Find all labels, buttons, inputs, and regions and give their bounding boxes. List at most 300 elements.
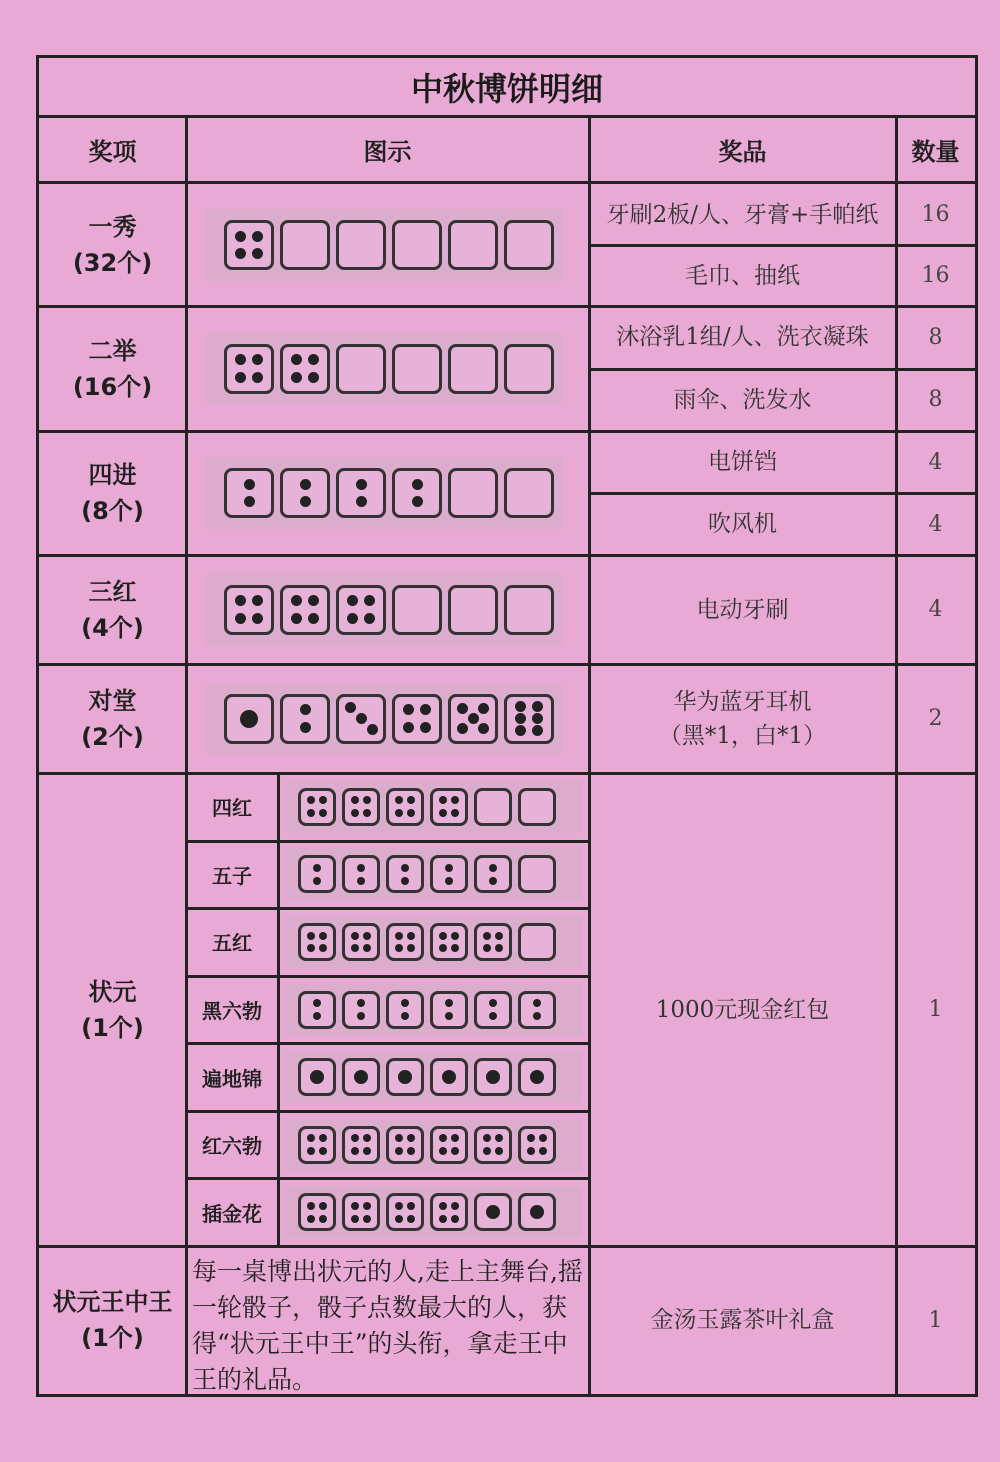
category-name: 二举 bbox=[88, 336, 137, 365]
prize-cell: 金汤玉露茶叶礼盒 bbox=[650, 1307, 835, 1333]
dice-diagram bbox=[206, 209, 562, 281]
dice-pip bbox=[468, 713, 479, 724]
dice-pip bbox=[439, 944, 447, 952]
divider bbox=[186, 840, 589, 843]
sub2-die-6 bbox=[518, 855, 556, 893]
sub4-die-1 bbox=[298, 991, 336, 1029]
dice-pip bbox=[351, 932, 359, 940]
dice-diagram bbox=[206, 457, 562, 529]
dice-pip bbox=[407, 944, 415, 952]
quantity-cell: 8 bbox=[928, 324, 943, 350]
sub1-die-6 bbox=[518, 788, 556, 826]
dice-pip bbox=[439, 932, 447, 940]
quantity-cell: 4 bbox=[928, 511, 943, 537]
dice-diagram bbox=[206, 683, 562, 755]
dice-pip bbox=[439, 1215, 447, 1223]
dice-diagram bbox=[206, 574, 562, 646]
dice-pip bbox=[307, 1147, 315, 1155]
dice-pip bbox=[235, 613, 246, 624]
sub1-die-3 bbox=[386, 788, 424, 826]
dice-pip bbox=[319, 1134, 327, 1142]
row5-die-6 bbox=[504, 694, 554, 744]
row3-die-2 bbox=[280, 468, 330, 518]
dice-pip bbox=[357, 1012, 365, 1020]
category-cell bbox=[39, 555, 186, 664]
dice-pip bbox=[401, 864, 409, 872]
dice-pip bbox=[401, 1012, 409, 1020]
row2-die-4 bbox=[392, 344, 442, 394]
dice-pip bbox=[515, 713, 526, 724]
dice-pip bbox=[235, 231, 246, 242]
dice-pip bbox=[354, 1070, 368, 1084]
dice-pip bbox=[307, 809, 315, 817]
sub4-die-3 bbox=[386, 991, 424, 1029]
dice-pip bbox=[307, 1215, 315, 1223]
dice-pip bbox=[483, 1147, 491, 1155]
dice-pip bbox=[351, 809, 359, 817]
dice-pip bbox=[300, 496, 311, 507]
dice-pip bbox=[235, 354, 246, 365]
sub7-die-3 bbox=[386, 1193, 424, 1231]
dice-pip bbox=[407, 1215, 415, 1223]
dice-diagram bbox=[284, 848, 582, 900]
dice-pip bbox=[351, 1134, 359, 1142]
dice-pip bbox=[451, 809, 459, 817]
sub6-die-2 bbox=[342, 1126, 380, 1164]
sub-category-cell: 红六勃 bbox=[202, 1134, 262, 1159]
prize-cell bbox=[589, 555, 896, 664]
quantity-cell: 1 bbox=[928, 1307, 943, 1333]
dice-pip bbox=[319, 1202, 327, 1210]
dice-pip bbox=[307, 1202, 315, 1210]
dice-pip bbox=[495, 944, 503, 952]
dice-pip bbox=[530, 1070, 544, 1084]
dice-pip bbox=[489, 864, 497, 872]
dice-pip bbox=[439, 796, 447, 804]
divider bbox=[185, 118, 188, 1394]
prize-table bbox=[36, 55, 978, 1397]
prize-text: 华为蓝牙耳机 bbox=[673, 688, 812, 715]
dice-pip bbox=[313, 864, 321, 872]
sub3-die-6 bbox=[518, 923, 556, 961]
sub6-die-4 bbox=[430, 1126, 468, 1164]
dice-pip bbox=[539, 1134, 547, 1142]
dice-pip bbox=[235, 372, 246, 383]
category-cell bbox=[39, 1246, 186, 1394]
prize-cell bbox=[589, 184, 896, 245]
quantity-cell: 16 bbox=[921, 263, 950, 288]
dice-pip bbox=[533, 1012, 541, 1020]
prize-text: 吹风机 bbox=[708, 511, 777, 537]
table-title: 中秋博饼明细 bbox=[39, 58, 975, 118]
quantity-cell: 2 bbox=[928, 706, 943, 731]
dice-pip bbox=[420, 704, 431, 715]
row5-die-2 bbox=[280, 694, 330, 744]
sub2-die-3 bbox=[386, 855, 424, 893]
dice-pip bbox=[407, 1147, 415, 1155]
dice-pip bbox=[412, 496, 423, 507]
dice-pip bbox=[357, 999, 365, 1007]
dice-pip bbox=[395, 1202, 403, 1210]
prize-cell bbox=[589, 664, 896, 773]
dice-pip bbox=[515, 701, 526, 712]
category-cell bbox=[39, 664, 186, 773]
row4-die-1 bbox=[224, 585, 274, 635]
dice-pip bbox=[395, 1134, 403, 1142]
dice-pip bbox=[445, 1012, 453, 1020]
dice-pip bbox=[407, 932, 415, 940]
sub6-die-5 bbox=[474, 1126, 512, 1164]
sub5-die-4 bbox=[430, 1058, 468, 1096]
dice-pip bbox=[489, 877, 497, 885]
dice-pip bbox=[310, 1070, 324, 1084]
category-cell bbox=[39, 431, 186, 555]
row3-die-3 bbox=[336, 468, 386, 518]
dice-pip bbox=[533, 999, 541, 1007]
dice-pip bbox=[363, 796, 371, 804]
dice-pip bbox=[363, 944, 371, 952]
dice-pip bbox=[364, 595, 375, 606]
header-prize: 奖品 bbox=[718, 138, 767, 166]
dice-pip bbox=[319, 809, 327, 817]
sub3-die-5 bbox=[474, 923, 512, 961]
sub3-die-3 bbox=[386, 923, 424, 961]
dice-pip bbox=[515, 725, 526, 736]
dice-pip bbox=[291, 354, 302, 365]
row3-die-1 bbox=[224, 468, 274, 518]
prize-cell bbox=[589, 306, 896, 369]
dice-pip bbox=[319, 944, 327, 952]
dice-pip bbox=[307, 944, 315, 952]
category-cell bbox=[39, 306, 186, 431]
dice-pip bbox=[308, 354, 319, 365]
row4-die-3 bbox=[336, 585, 386, 635]
category-count: (1个) bbox=[81, 1324, 144, 1352]
dice-pip bbox=[308, 372, 319, 383]
category-name: 三红 bbox=[88, 577, 137, 606]
dice-pip bbox=[478, 703, 489, 714]
category-cell bbox=[39, 773, 186, 1246]
dice-pip bbox=[252, 372, 263, 383]
dice-pip bbox=[307, 796, 315, 804]
dice-pip bbox=[439, 1202, 447, 1210]
dice-pip bbox=[363, 1147, 371, 1155]
dice-pip bbox=[367, 724, 378, 735]
dice-pip bbox=[451, 1215, 459, 1223]
dice-pip bbox=[395, 809, 403, 817]
row5-die-1 bbox=[224, 694, 274, 744]
sub-category-cell: 黑六勃 bbox=[202, 998, 262, 1023]
dice-pip bbox=[495, 1147, 503, 1155]
sub1-die-2 bbox=[342, 788, 380, 826]
dice-pip bbox=[308, 613, 319, 624]
dice-pip bbox=[398, 1070, 412, 1084]
category-count: (1个) bbox=[81, 1013, 144, 1042]
dice-pip bbox=[351, 1202, 359, 1210]
dice-pip bbox=[495, 1134, 503, 1142]
prize-text: （黑*1，白*1） bbox=[658, 722, 827, 749]
dice-pip bbox=[363, 1202, 371, 1210]
divider bbox=[186, 1042, 589, 1045]
row1-die-6 bbox=[504, 220, 554, 270]
rule-description: 每一桌博出状元的人,走上主舞台,摇一轮骰子，骰子点数最大的人，获得“状元王中王”的头衔，拿走王中王的礼品。 bbox=[192, 1257, 583, 1394]
dice-pip bbox=[319, 932, 327, 940]
dice-pip bbox=[351, 796, 359, 804]
dice-pip bbox=[489, 999, 497, 1007]
row2-die-5 bbox=[448, 344, 498, 394]
dice-pip bbox=[451, 1202, 459, 1210]
divider bbox=[589, 368, 975, 371]
header-quantity: 数量 bbox=[911, 138, 960, 166]
sub7-die-6 bbox=[518, 1193, 556, 1231]
dice-pip bbox=[291, 372, 302, 383]
dice-diagram bbox=[284, 1186, 582, 1238]
category-count: (4个) bbox=[81, 613, 144, 642]
category-count: (2个) bbox=[81, 722, 144, 751]
quantity-cell: 8 bbox=[928, 387, 943, 413]
dice-pip bbox=[442, 1070, 456, 1084]
category-name: 四进 bbox=[88, 461, 137, 489]
divider bbox=[186, 907, 589, 910]
dice-pip bbox=[457, 703, 468, 714]
sub-category-cell: 四红 bbox=[212, 796, 252, 821]
row3-die-4 bbox=[392, 468, 442, 518]
sub7-die-1 bbox=[298, 1193, 336, 1231]
dice-pip bbox=[395, 944, 403, 952]
dice-diagram bbox=[206, 333, 562, 405]
dice-pip bbox=[486, 1070, 500, 1084]
dice-pip bbox=[300, 722, 311, 733]
dice-pip bbox=[539, 1147, 547, 1155]
category-name: 状元 bbox=[88, 977, 137, 1006]
row5-die-5 bbox=[448, 694, 498, 744]
sub5-die-2 bbox=[342, 1058, 380, 1096]
dice-pip bbox=[527, 1134, 535, 1142]
prize-cell bbox=[589, 369, 896, 432]
divider bbox=[186, 1177, 589, 1180]
sub1-die-5 bbox=[474, 788, 512, 826]
sub2-die-5 bbox=[474, 855, 512, 893]
sub5-die-5 bbox=[474, 1058, 512, 1096]
dice-pip bbox=[351, 1147, 359, 1155]
row4-die-5 bbox=[448, 585, 498, 635]
row1-die-3 bbox=[336, 220, 386, 270]
row2-die-6 bbox=[504, 344, 554, 394]
dice-pip bbox=[395, 932, 403, 940]
row5-die-4 bbox=[392, 694, 442, 744]
dice-pip bbox=[300, 479, 311, 490]
dice-pip bbox=[351, 1215, 359, 1223]
dice-pip bbox=[319, 1147, 327, 1155]
dice-pip bbox=[407, 796, 415, 804]
divider bbox=[588, 118, 591, 1394]
dice-pip bbox=[319, 796, 327, 804]
dice-pip bbox=[445, 999, 453, 1007]
dice-pip bbox=[252, 231, 263, 242]
dice-pip bbox=[291, 613, 302, 624]
dice-pip bbox=[313, 999, 321, 1007]
sub-category-cell: 插金花 bbox=[202, 1201, 262, 1226]
dice-diagram bbox=[284, 781, 582, 833]
dice-pip bbox=[351, 944, 359, 952]
sub5-die-6 bbox=[518, 1058, 556, 1096]
dice-diagram bbox=[284, 1119, 582, 1171]
dice-pip bbox=[445, 864, 453, 872]
dice-pip bbox=[356, 713, 367, 724]
sub2-die-4 bbox=[430, 855, 468, 893]
dice-pip bbox=[532, 701, 543, 712]
category-name: 一秀 bbox=[88, 213, 137, 241]
dice-pip bbox=[478, 723, 489, 734]
dice-pip bbox=[252, 595, 263, 606]
dice-pip bbox=[483, 1134, 491, 1142]
divider bbox=[186, 975, 589, 978]
category-cell bbox=[39, 184, 186, 306]
dice-pip bbox=[412, 479, 423, 490]
dice-pip bbox=[363, 1215, 371, 1223]
dice-pip bbox=[347, 595, 358, 606]
dice-pip bbox=[347, 613, 358, 624]
dice-pip bbox=[244, 479, 255, 490]
dice-pip bbox=[407, 1134, 415, 1142]
dice-pip bbox=[483, 932, 491, 940]
dice-pip bbox=[395, 1215, 403, 1223]
dice-pip bbox=[451, 1147, 459, 1155]
row4-die-2 bbox=[280, 585, 330, 635]
sub5-die-3 bbox=[386, 1058, 424, 1096]
sub4-die-4 bbox=[430, 991, 468, 1029]
dice-pip bbox=[530, 1205, 544, 1219]
dice-pip bbox=[252, 354, 263, 365]
divider bbox=[186, 1110, 589, 1113]
dice-pip bbox=[252, 248, 263, 259]
sub5-die-1 bbox=[298, 1058, 336, 1096]
row4-die-6 bbox=[504, 585, 554, 635]
sub6-die-3 bbox=[386, 1126, 424, 1164]
dice-pip bbox=[291, 595, 302, 606]
dice-pip bbox=[489, 1012, 497, 1020]
dice-pip bbox=[451, 944, 459, 952]
divider bbox=[277, 773, 280, 1246]
dice-pip bbox=[486, 1205, 500, 1219]
dice-diagram bbox=[284, 1051, 582, 1103]
sub-category-cell: 五红 bbox=[212, 931, 252, 956]
sub4-die-6 bbox=[518, 991, 556, 1029]
divider bbox=[589, 492, 975, 495]
dice-pip bbox=[235, 248, 246, 259]
prize-cell: 1000元现金红包 bbox=[655, 996, 830, 1023]
dice-pip bbox=[403, 722, 414, 733]
dice-pip bbox=[240, 710, 258, 728]
category-name: 状元王中王 bbox=[52, 1288, 173, 1316]
header-prize-category: 奖项 bbox=[88, 138, 137, 166]
dice-pip bbox=[300, 704, 311, 715]
dice-pip bbox=[235, 595, 246, 606]
dice-pip bbox=[451, 932, 459, 940]
row2-die-2 bbox=[280, 344, 330, 394]
dice-pip bbox=[356, 479, 367, 490]
row4-die-4 bbox=[392, 585, 442, 635]
quantity-cell: 4 bbox=[928, 597, 943, 622]
prize-text: 沐浴乳1组/人、洗衣凝珠 bbox=[616, 324, 869, 351]
row2-die-3 bbox=[336, 344, 386, 394]
dice-pip bbox=[395, 1147, 403, 1155]
prize-text: 牙刷2板/人、牙膏+手帕纸 bbox=[606, 201, 879, 228]
dice-pip bbox=[407, 1202, 415, 1210]
dice-pip bbox=[451, 796, 459, 804]
row3-die-5 bbox=[448, 468, 498, 518]
quantity-cell: 16 bbox=[921, 202, 950, 227]
category-count: (8个) bbox=[81, 497, 144, 525]
row1-die-1 bbox=[224, 220, 274, 270]
prize-text: 电饼铛 bbox=[708, 449, 777, 475]
sub-category-cell: 遍地锦 bbox=[202, 1066, 262, 1091]
dice-pip bbox=[401, 999, 409, 1007]
sub1-die-4 bbox=[430, 788, 468, 826]
dice-pip bbox=[403, 704, 414, 715]
dice-pip bbox=[363, 809, 371, 817]
header-diagram: 图示 bbox=[363, 138, 412, 166]
dice-pip bbox=[439, 809, 447, 817]
dice-pip bbox=[532, 713, 543, 724]
dice-pip bbox=[401, 877, 409, 885]
category-count: (32个) bbox=[72, 249, 153, 277]
divider bbox=[589, 244, 975, 247]
dice-pip bbox=[445, 877, 453, 885]
prize-cell bbox=[589, 245, 896, 306]
row5-die-3 bbox=[336, 694, 386, 744]
dice-pip bbox=[319, 1215, 327, 1223]
sub4-die-2 bbox=[342, 991, 380, 1029]
dice-pip bbox=[313, 877, 321, 885]
sub3-die-2 bbox=[342, 923, 380, 961]
row1-die-5 bbox=[448, 220, 498, 270]
dice-pip bbox=[457, 723, 468, 734]
prize-cell bbox=[589, 431, 896, 493]
row1-die-4 bbox=[392, 220, 442, 270]
dice-pip bbox=[364, 613, 375, 624]
dice-pip bbox=[363, 1134, 371, 1142]
dice-pip bbox=[420, 722, 431, 733]
sub6-die-6 bbox=[518, 1126, 556, 1164]
dice-pip bbox=[451, 1134, 459, 1142]
category-count: (16个) bbox=[72, 372, 153, 401]
dice-pip bbox=[439, 1147, 447, 1155]
row3-die-6 bbox=[504, 468, 554, 518]
dice-pip bbox=[532, 725, 543, 736]
dice-diagram bbox=[284, 984, 582, 1036]
dice-pip bbox=[356, 496, 367, 507]
sub6-die-1 bbox=[298, 1126, 336, 1164]
dice-diagram bbox=[284, 916, 582, 968]
sub1-die-1 bbox=[298, 788, 336, 826]
sub7-die-4 bbox=[430, 1193, 468, 1231]
dice-pip bbox=[357, 864, 365, 872]
dice-pip bbox=[527, 1147, 535, 1155]
sub3-die-4 bbox=[430, 923, 468, 961]
dice-pip bbox=[407, 809, 415, 817]
dice-pip bbox=[395, 796, 403, 804]
dice-pip bbox=[252, 613, 263, 624]
dice-pip bbox=[307, 1134, 315, 1142]
dice-pip bbox=[363, 932, 371, 940]
quantity-cell: 4 bbox=[928, 449, 943, 475]
sub-category-cell: 五子 bbox=[212, 863, 252, 888]
sub4-die-5 bbox=[474, 991, 512, 1029]
category-name: 对堂 bbox=[88, 686, 137, 715]
divider bbox=[895, 118, 898, 1394]
prize-cell bbox=[589, 493, 896, 555]
